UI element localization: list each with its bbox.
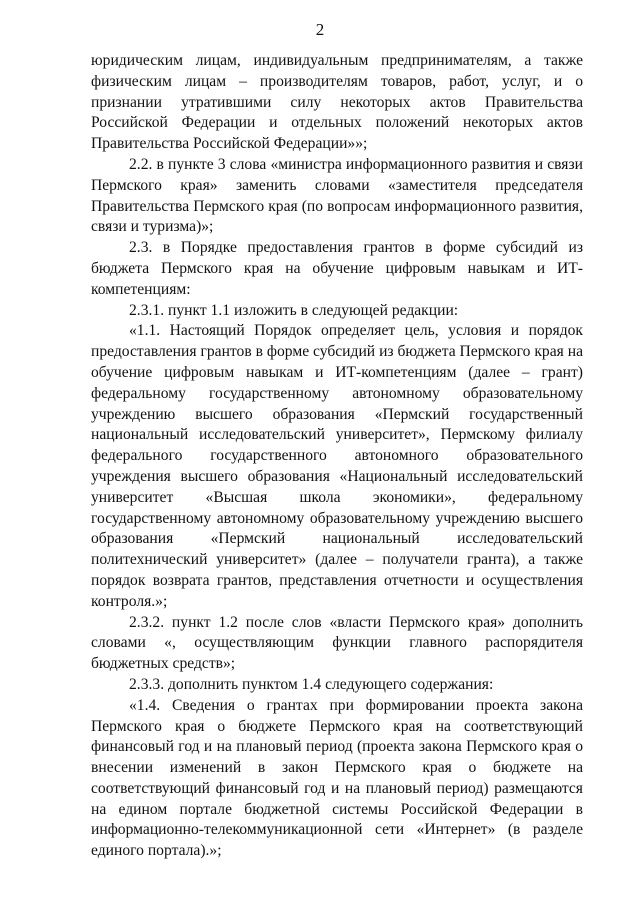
paragraph-quote-1-1: «1.1. Настоящий Порядок определяет цель, условия и порядок предоставления грантов в форме субсидий из бюджета Пермского края на обучение цифровым навыкам и ИТ-компетенциям (далее – грант) федеральному государственному автономному образовательному учреждению высшего образования «Пермский государственный национальный исследовательский университет», Пермскому филиалу федерального государственного автономного образовательного учреждения высшего образования «Национальный исследовательский университет «Высшая школа экономики», федеральному государственному автономному образовательному учреждению высшего образования «Пермский национальный исследовательский политехнический университет» (далее – получатели гранта), а также порядок возврата грантов, представления отчетности и осуществления контроля.»; <box>91 322 583 610</box>
paragraph-2-3-3: 2.3.3. дополнить пунктом 1.4 следующего содержания: <box>129 675 494 693</box>
paragraph-2-3-2: 2.3.2. пункт 1.2 после слов «власти Пермского края» дополнить словами «, осуществляющим функции главного распорядителя бюджетных средств»; <box>91 613 583 673</box>
paragraph-2-3-1: 2.3.1. пункт 1.1 изложить в следующей редакции: <box>129 301 459 319</box>
paragraph-quote-1-4: «1.4. Сведения о грантах при формировании проекта закона Пермского края о бюджете Пермского края на соответствующий финансовый год и на плановый период (проекта закона Пермского края о внесении изменений в закон Пермского края о бюджете на соответствующий финансовый год и на плановый период) размещаются на едином портале бюджетной системы Российской Федерации в информационно-телекоммуникационной сети «Интернет» (в разделе единого портала).»; <box>91 696 583 860</box>
page-number: 2 <box>315 20 325 39</box>
paragraph-2-3: 2.3. в Порядке предоставления грантов в форме субсидий из бюджета Пермского края на обучение цифровым навыкам и ИТ-компетенциям: <box>91 239 583 298</box>
paragraph-continuation: юридическим лицам, индивидуальным предпринимателям, а также физическим лицам – производителям товаров, работ, услуг, и о признании утратившими силу некоторых актов Правительства Российской Федерации и отдельных положений некоторых актов Правительства Российской Федерации»»; <box>91 52 583 153</box>
paragraph-2-2: 2.2. в пункте 3 слова «министра информационного развития и связи Пермского края» заменить словами «заместителя председателя Правительства Пермского края (по вопросам информационного развития, связи и туризма)»; <box>91 155 583 236</box>
document-body <box>91 51 583 862</box>
